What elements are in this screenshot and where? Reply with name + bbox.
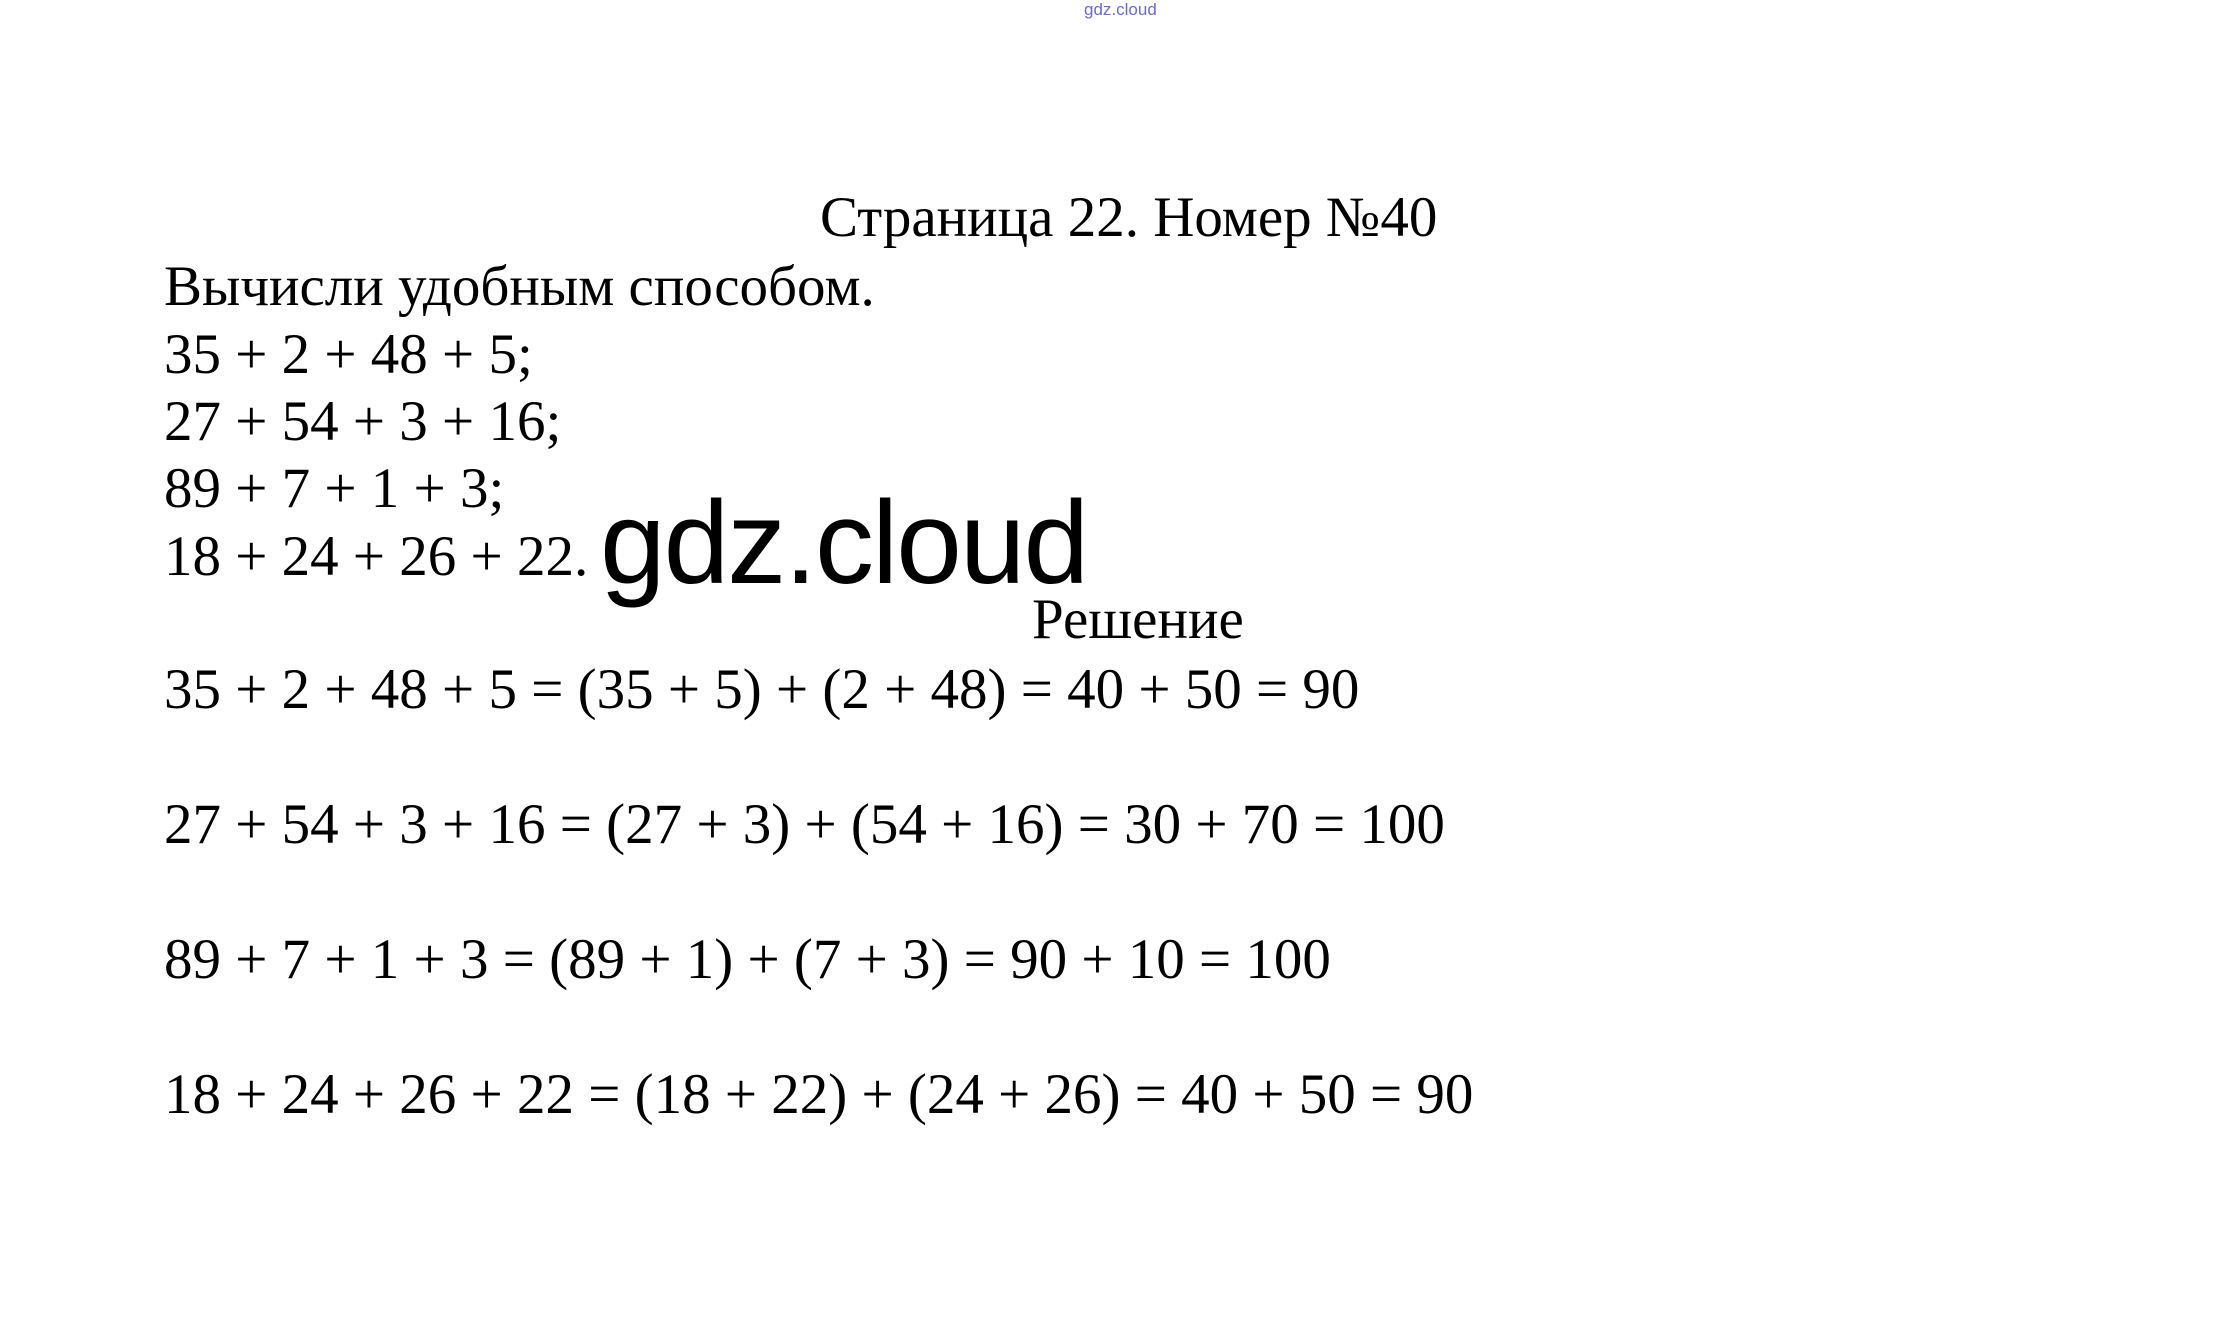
- task-expression-3: 89 + 7 + 1 + 3;: [164, 457, 505, 520]
- task-expression-1: 35 + 2 + 48 + 5;: [164, 323, 533, 386]
- solution-line-3: 89 + 7 + 1 + 3 = (89 + 1) + (7 + 3) = 90 + 10 = 100: [164, 928, 1331, 991]
- task-expression-4: 18 + 24 + 26 + 22.: [164, 525, 589, 588]
- solution-line-4: 18 + 24 + 26 + 22 = (18 + 22) + (24 + 26) = 40 + 50 = 90: [164, 1063, 1474, 1126]
- solution-heading: Решение: [1032, 588, 1244, 651]
- page-title: Страница 22. Номер №40: [820, 186, 1438, 249]
- solution-line-2: 27 + 54 + 3 + 16 = (27 + 3) + (54 + 16) = 30 + 70 = 100: [164, 793, 1445, 856]
- task-expression-2: 27 + 54 + 3 + 16;: [164, 390, 562, 453]
- site-mark: gdz.cloud: [1084, 0, 1157, 19]
- task-instruction: Вычисли удобным способом.: [164, 255, 875, 318]
- solution-line-1: 35 + 2 + 48 + 5 = (35 + 5) + (2 + 48) = 40 + 50 = 90: [164, 658, 1360, 721]
- watermark: gdz.cloud: [600, 477, 1088, 609]
